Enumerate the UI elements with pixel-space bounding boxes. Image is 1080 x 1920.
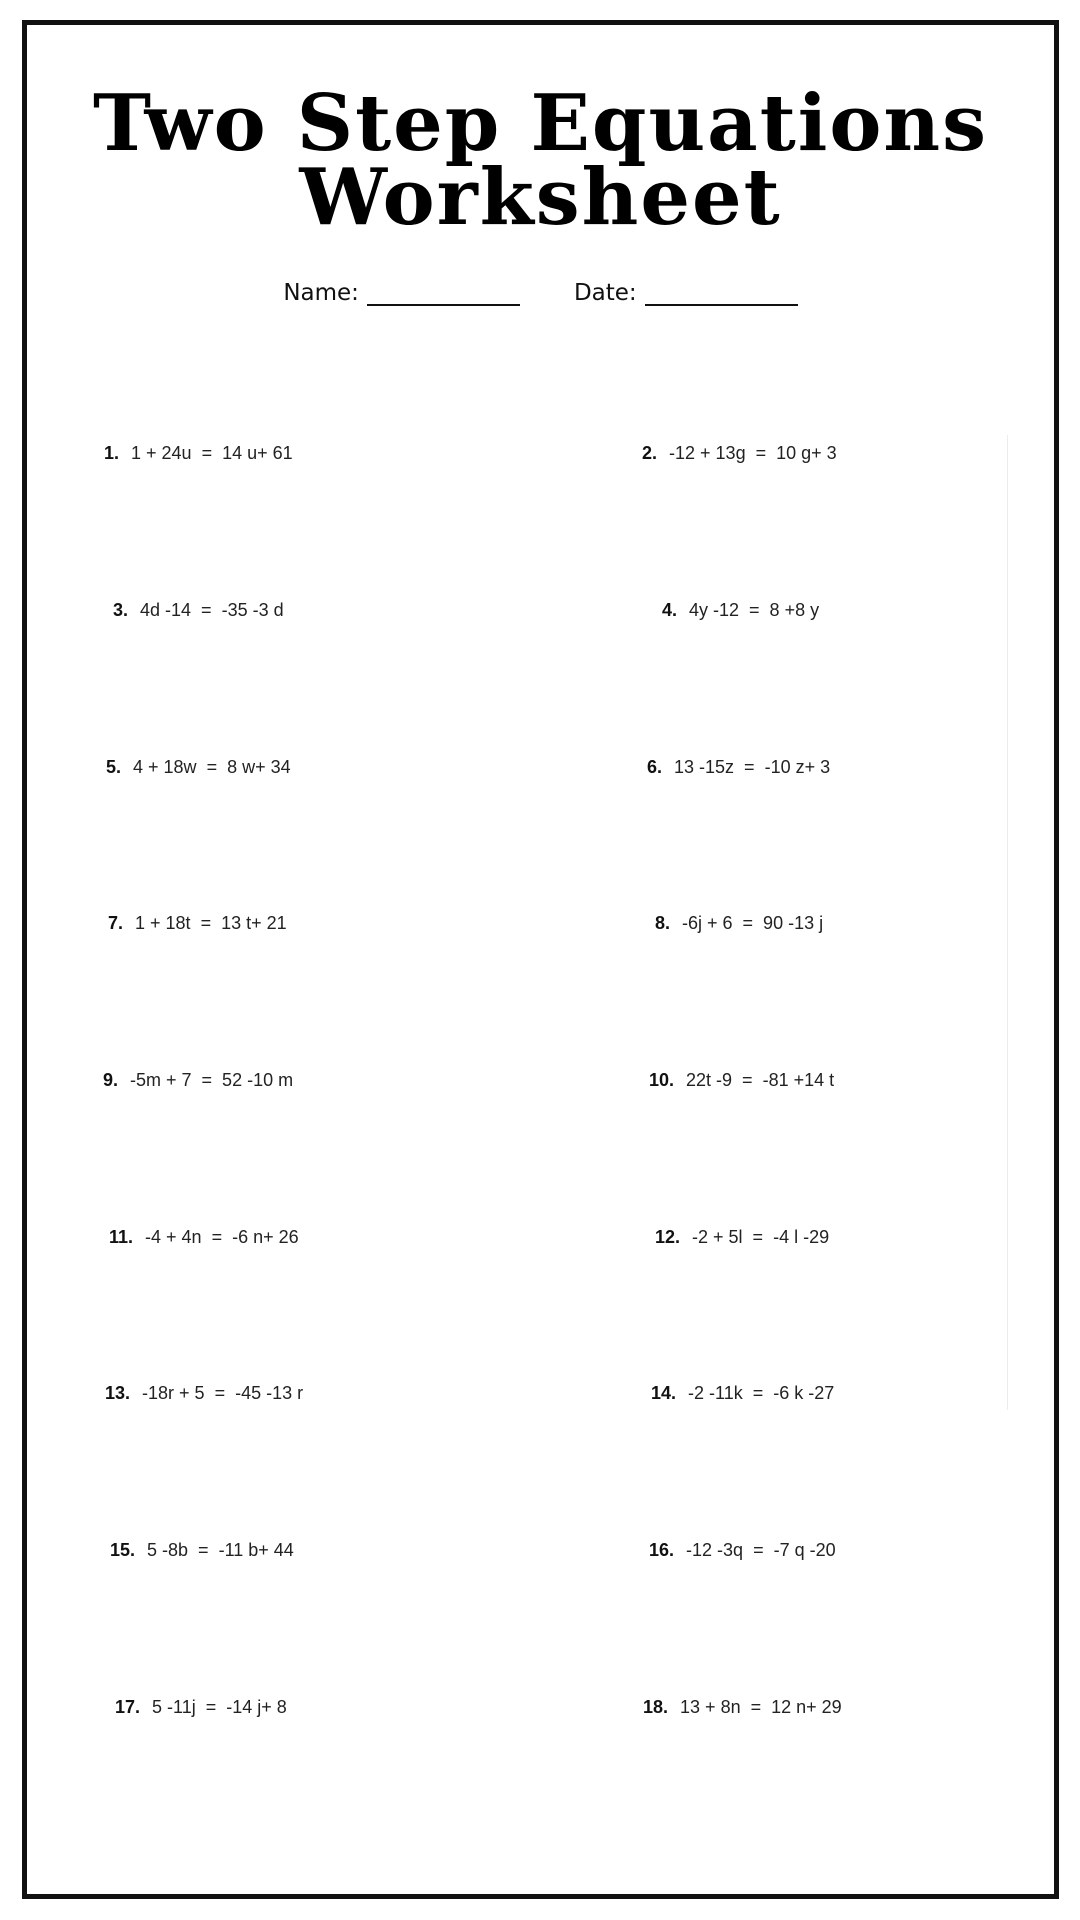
problem-15 bbox=[110, 1540, 294, 1561]
date-blank-line[interactable] bbox=[645, 282, 798, 306]
title-line-2: Worksheet bbox=[299, 152, 782, 243]
problem-number: 6. bbox=[647, 757, 663, 777]
problem-equation: 4d -14 = -35 -3 d bbox=[140, 600, 284, 620]
problem-number: 13. bbox=[105, 1383, 131, 1403]
problem-equation: -4 + 4n = -6 n+ 26 bbox=[145, 1227, 299, 1247]
problem-equation: 4y -12 = 8 +8 y bbox=[689, 600, 820, 620]
problem-number: 14. bbox=[651, 1383, 677, 1403]
problem-number: 5. bbox=[106, 757, 122, 777]
problem-10 bbox=[649, 1070, 834, 1091]
problem-equation: 1 + 18t = 13 t+ 21 bbox=[135, 913, 287, 933]
problem-17 bbox=[115, 1697, 287, 1718]
date-label: Date: bbox=[573, 280, 637, 306]
problem-equation: -12 -3q = -7 q -20 bbox=[686, 1540, 836, 1560]
problem-number: 12. bbox=[655, 1227, 681, 1247]
problem-equation: 13 + 8n = 12 n+ 29 bbox=[680, 1697, 842, 1717]
problem-equation: -2 -11k = -6 k -27 bbox=[688, 1383, 835, 1403]
name-blank-line[interactable] bbox=[367, 282, 520, 306]
name-label: Name: bbox=[283, 280, 359, 306]
problem-11 bbox=[109, 1227, 299, 1248]
right-divider bbox=[1007, 435, 1008, 1410]
problem-number: 15. bbox=[110, 1540, 136, 1560]
worksheet-page bbox=[22, 20, 1059, 1899]
date-field bbox=[574, 280, 798, 306]
problem-number: 10. bbox=[649, 1070, 675, 1090]
problem-equation: 5 -11j = -14 j+ 8 bbox=[152, 1697, 287, 1717]
title-line-1: Two Step Equations bbox=[92, 78, 989, 169]
problem-12 bbox=[655, 1227, 829, 1248]
problem-9 bbox=[103, 1070, 293, 1091]
problem-number: 3. bbox=[113, 600, 129, 620]
problem-equation: -5m + 7 = 52 -10 m bbox=[130, 1070, 294, 1090]
problem-number: 11. bbox=[109, 1227, 134, 1247]
problem-18 bbox=[643, 1697, 842, 1718]
problem-3 bbox=[113, 600, 284, 621]
problem-13 bbox=[105, 1383, 303, 1404]
problem-8 bbox=[655, 913, 823, 934]
problem-equation: -12 + 13g = 10 g+ 3 bbox=[669, 443, 837, 463]
problem-1 bbox=[104, 443, 293, 464]
problem-6 bbox=[647, 757, 830, 778]
problem-5 bbox=[106, 757, 291, 778]
problem-number: 4. bbox=[662, 600, 678, 620]
problem-7 bbox=[108, 913, 287, 934]
problem-2 bbox=[642, 443, 837, 464]
problem-number: 16. bbox=[649, 1540, 675, 1560]
problem-number: 18. bbox=[643, 1697, 669, 1717]
problem-equation: 22t -9 = -81 +14 t bbox=[686, 1070, 835, 1090]
problem-number: 7. bbox=[108, 913, 124, 933]
problem-number: 1. bbox=[104, 443, 120, 463]
problem-equation: -2 + 5l = -4 l -29 bbox=[692, 1227, 830, 1247]
problem-number: 17. bbox=[115, 1697, 141, 1717]
problem-equation: -18r + 5 = -45 -13 r bbox=[142, 1383, 304, 1403]
problem-equation: 1 + 24u = 14 u+ 61 bbox=[131, 443, 293, 463]
problem-equation: 4 + 18w = 8 w+ 34 bbox=[133, 757, 291, 777]
problem-number: 2. bbox=[642, 443, 658, 463]
name-date-row bbox=[27, 280, 1054, 306]
problem-number: 8. bbox=[655, 913, 671, 933]
problem-14 bbox=[651, 1383, 834, 1404]
problem-equation: 13 -15z = -10 z+ 3 bbox=[674, 757, 831, 777]
problem-equation: 5 -8b = -11 b+ 44 bbox=[147, 1540, 294, 1560]
worksheet-title bbox=[27, 78, 1054, 243]
name-field bbox=[283, 280, 520, 306]
problem-16 bbox=[649, 1540, 836, 1561]
problem-equation: -6j + 6 = 90 -13 j bbox=[682, 913, 824, 933]
problem-4 bbox=[662, 600, 819, 621]
problem-number: 9. bbox=[103, 1070, 119, 1090]
